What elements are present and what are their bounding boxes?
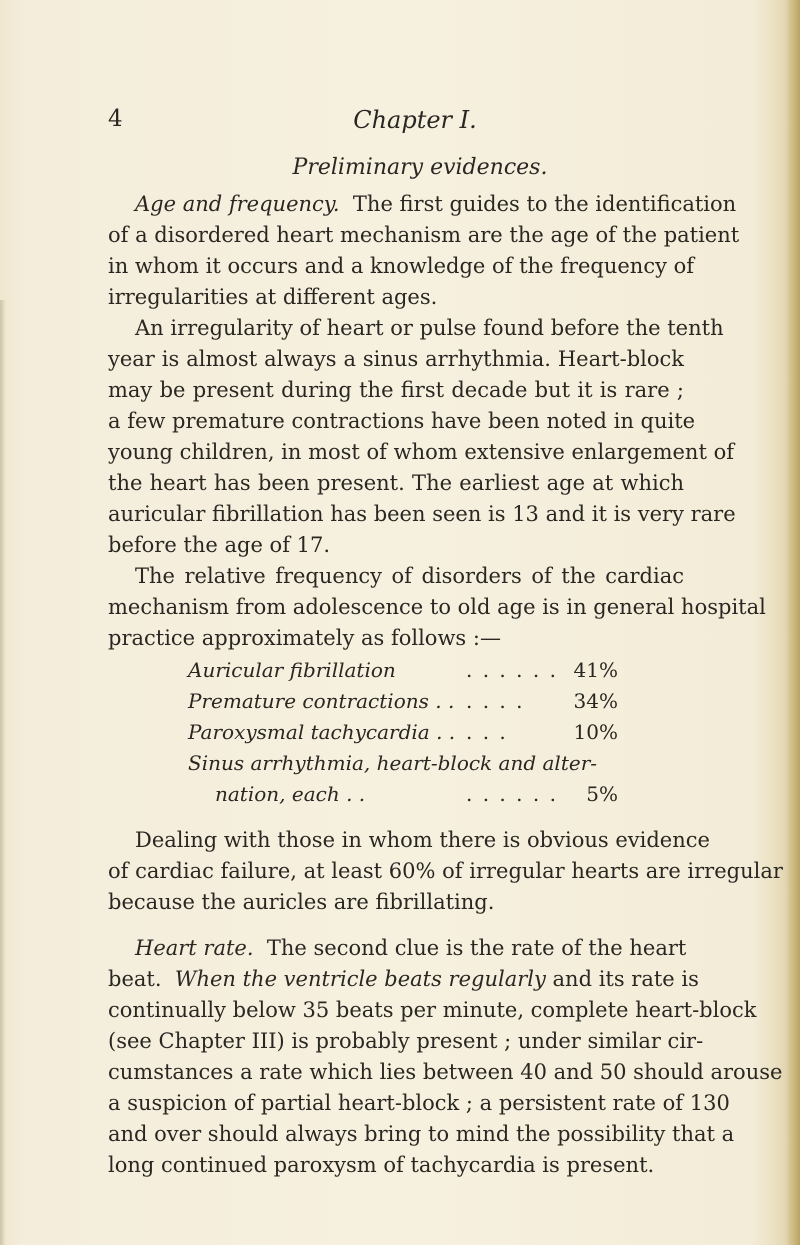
paragraph-line: of a disordered heart mechanism are the age of the patient [108, 223, 740, 247]
paragraph-lead: Age and frequency. [135, 192, 340, 216]
stat-leader-dots: . . . . . . [466, 658, 558, 682]
stat-leader-dots: . . . . [466, 689, 525, 713]
paragraph-line: a few premature contractions have been noted in quite [108, 409, 696, 433]
paragraph-line: Dealing with those in whom there is obvious evidence [135, 828, 710, 852]
stat-row [188, 718, 618, 747]
paragraph-line: of cardiac failure, at least 60% of irregular hearts are irregular [108, 859, 783, 883]
paragraph-line: in whom it occurs and a knowledge of the frequency of [108, 254, 695, 278]
section-heading: Preliminary evidences. [292, 155, 548, 180]
paragraph-line: before the age of 17. [108, 533, 331, 557]
page-number: 4 [108, 106, 123, 132]
stat-row [188, 656, 618, 685]
paragraph-line: Heart rate. The second clue is the rate of the heart [135, 936, 687, 960]
paragraph-line: continually below 35 beats per minute, complete heart-block [108, 998, 757, 1022]
stat-row [188, 780, 618, 809]
page-edge-shadow-right [786, 0, 800, 1245]
stat-label: Premature contractions . . [188, 689, 455, 713]
paragraph-line: auricular fibrillation has been seen is 13 and it is very rare [108, 502, 736, 526]
paragraph-lead: Heart rate. [135, 936, 254, 960]
stat-label: Paroxysmal tachycardia . . [188, 720, 456, 744]
paragraph-line: long continued paroxysm of tachycardia is present. [108, 1153, 655, 1177]
stat-label: Sinus arrhythmia, heart-block and alter- [188, 751, 598, 775]
paragraph-line: young children, in most of whom extensive enlargement of [108, 440, 734, 464]
paragraph-line: year is almost always a sinus arrhythmia. Heart-block [108, 347, 684, 371]
paragraph-line: mechanism from adolescence to old age is in general hospital [108, 595, 766, 619]
page-edge-shadow-left [0, 300, 6, 1245]
stat-row [188, 687, 618, 716]
running-header [0, 106, 800, 140]
paragraph-line: irregularities at different ages. [108, 285, 438, 309]
paragraph-line: the heart has been present. The earliest age at which [108, 471, 684, 495]
paragraph-line: practice approximately as follows :— [108, 626, 501, 650]
paragraph-line: a suspicion of partial heart-block ; a persistent rate of 130 [108, 1091, 730, 1115]
stat-value: 41% [573, 658, 618, 682]
stat-leader-dots: . . . . . . [466, 782, 558, 806]
stat-value: 10% [573, 720, 618, 744]
paragraph-line: An irregularity of heart or pulse found before the tenth [135, 316, 724, 340]
paragraph-line: cumstances a rate which lies between 40 and 50 should arouse [108, 1060, 783, 1084]
paragraph-line: Age and frequency. The first guides to the identification [135, 192, 737, 216]
stat-label: Auricular fibrillation [188, 658, 396, 682]
stat-leader-dots: . . . [466, 720, 508, 744]
paragraph-line: (see Chapter III) is probably present ; under similar cir- [108, 1029, 704, 1053]
paragraph-line: beat. When the ventricle beats regularly and its rate is [108, 967, 699, 991]
stat-label: nation, each . . [215, 782, 366, 806]
paragraph-line: The relative frequency of disorders of the cardiac [135, 564, 684, 588]
paragraph-line: because the auricles are fibrillating. [108, 890, 495, 914]
stat-row [188, 749, 618, 778]
paragraph-line: and over should always bring to mind the possibility that a [108, 1122, 735, 1146]
stat-value: 5% [586, 782, 618, 806]
chapter-title: Chapter I. [353, 106, 477, 134]
stat-value: 34% [573, 689, 618, 713]
paragraph-line: may be present during the first decade but it is rare ; [108, 378, 684, 402]
